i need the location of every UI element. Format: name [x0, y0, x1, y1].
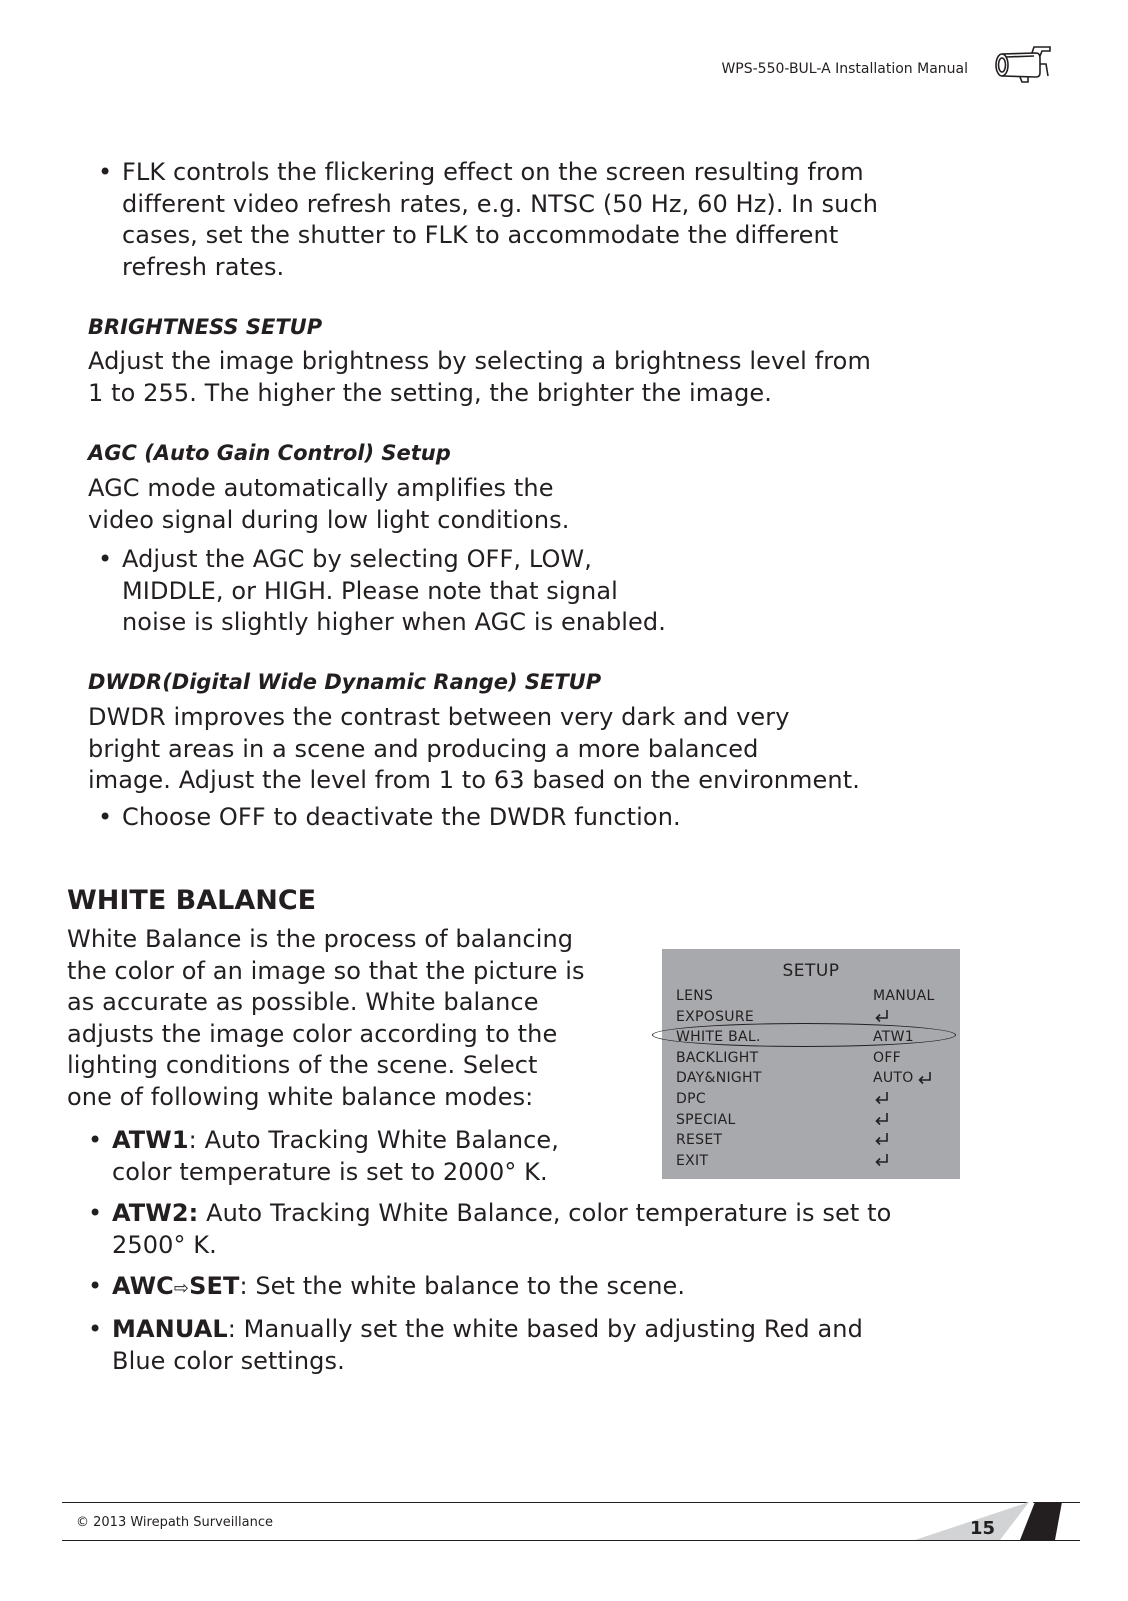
dwdr-heading: DWDR(Digital Wide Dynamic Range) SETUP [88, 670, 602, 694]
copyright: © 2013 Wirepath Surveillance [76, 1515, 273, 1530]
flk-bullet: • FLK controls the flickering effect on the screen resulting from different video refresh rates, e.g. NTSC (50 Hz, 60 Hz). In such cases, set the shutter to FLK to accommodate the different refresh rates. [98, 157, 878, 283]
agc-bullet: • Adjust the AGC by selecting OFF, LOW, MIDDLE, or HIGH. Please note that signal noise is slightly higher when AGC is enabled. [98, 545, 666, 636]
osd-row-white-bal: WHITE BAL. ATW1 [676, 1029, 914, 1046]
arrow-right-icon: ⇨ [173, 1278, 190, 1299]
enter-icon [873, 1091, 891, 1105]
enter-icon [873, 1132, 891, 1146]
enter-icon [916, 1071, 934, 1085]
footer-divider-bottom [62, 1540, 1080, 1541]
osd-setup-menu [662, 949, 960, 1179]
atw2-bullet: • ATW2: Auto Tracking White Balance, color temperature is set to 2500° K. [88, 1199, 892, 1259]
white-bal-highlight-oval [652, 1023, 956, 1047]
brightness-paragraph: Adjust the image brightness by selecting a brightness level from 1 to 255. The higher the setting, the brighter the image. [88, 347, 871, 407]
manual-bullet: • MANUAL: Manually set the white based by adjusting Red and Blue color settings. [88, 1315, 863, 1375]
osd-row-day-night: DAY&NIGHT AUTO [676, 1070, 946, 1091]
awc-bullet: • AWC⇨SET: Set the white balance to the scene. [88, 1272, 686, 1300]
bullet-camera-icon [992, 44, 1056, 84]
enter-icon [873, 1153, 891, 1167]
osd-row-exposure: EXPOSURE [676, 1009, 946, 1030]
osd-row-special: SPECIAL [676, 1112, 946, 1133]
osd-row-exit: EXIT [676, 1153, 946, 1174]
osd-row-backlight: BACKLIGHT OFF [676, 1049, 902, 1066]
white-balance-paragraph: White Balance is the process of balancing the color of an image so that the picture is as accurate as possible. White balance adjusts the image color according to the lighting conditions of the scene. Select one of following white balance modes: [67, 925, 585, 1111]
brightness-heading: BRIGHTNESS SETUP [88, 315, 323, 339]
flk-text: FLK controls the flickering effect on the screen resulting from different video refresh rates, e.g. NTSC (50 Hz, 60 Hz). In such cases, set the shutter to FLK to accommodate the different refresh rates. [122, 158, 879, 281]
agc-heading: AGC (Auto Gain Control) Setup [88, 441, 451, 465]
white-balance-heading: WHITE BALANCE [67, 885, 317, 916]
agc-paragraph: AGC mode automatically amplifies the video signal during low light conditions. [88, 474, 570, 534]
manual-title: WPS-550-BUL-A Installation Manual [721, 61, 968, 77]
atw1-bullet: • ATW1: Auto Tracking White Balance, color temperature is set to 2000° K. [88, 1126, 560, 1186]
osd-row-reset: RESET [676, 1132, 946, 1153]
enter-icon [873, 1009, 891, 1023]
osd-row-dpc: DPC [676, 1091, 946, 1112]
dwdr-paragraph: DWDR improves the contrast between very dark and very bright areas in a scene and producing a more balanced image. Adjust the level from 1 to 63 based on the environment. [88, 703, 860, 794]
page-number: 15 [970, 1518, 996, 1539]
enter-icon [873, 1112, 891, 1126]
osd-menu-title: SETUP [782, 961, 840, 981]
osd-row-lens: LENS MANUAL [676, 988, 935, 1004]
dwdr-bullet: • Choose OFF to deactivate the DWDR function. [98, 803, 681, 831]
